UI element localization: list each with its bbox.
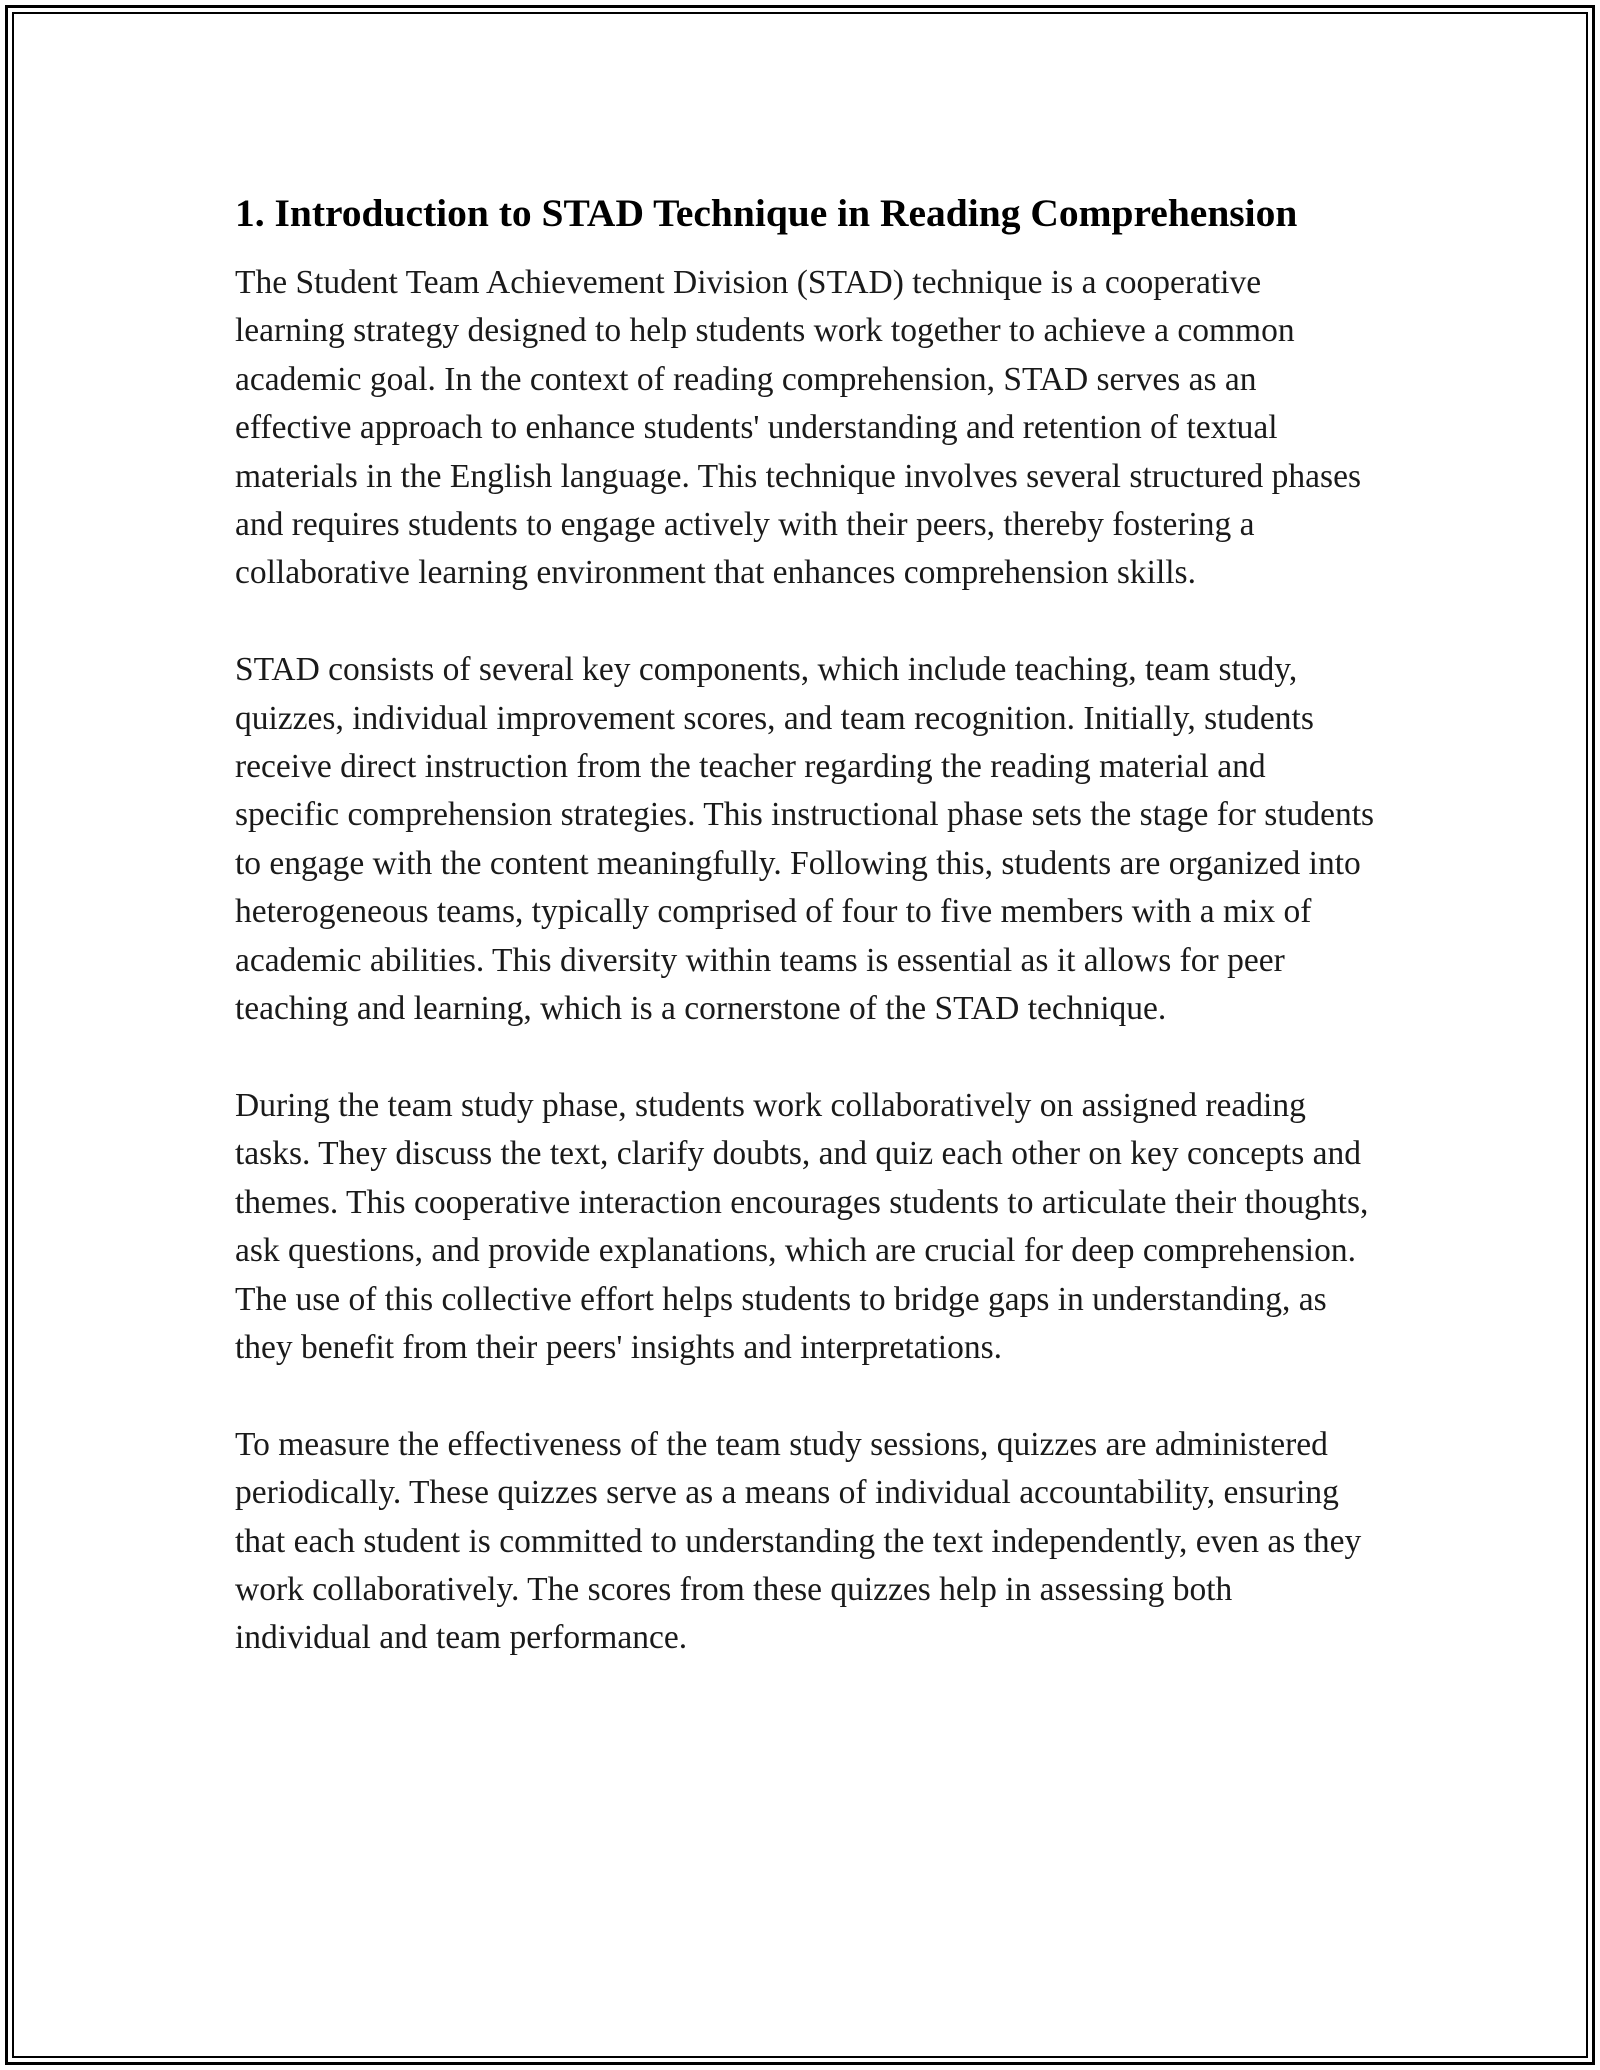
paragraph-1: The Student Team Achievement Division (STAD) technique is a cooperative learning strategy designed to help students work together to achieve a common academic goal. In the context of reading comprehension, STAD serves as an effective approach to enhance students' understanding and retention of textual materials in the English language. This technique involves several structured phases and requires students to engage actively with their peers, thereby fostering a collaborative learning environment that enhances comprehension skills. [235,264,1361,592]
section-heading: 1. Introduction to STAD Technique in Reading Comprehension [235,191,1298,235]
document-body [235,186,1375,1663]
paragraph-4: To measure the effectiveness of the team study sessions, quizzes are administered periodically. These quizzes serve as a means of individual accountability, ensuring that each student is committed to understanding the text independently, even as they work collaboratively. The scores from these quizzes help in assessing both individual and team performance. [235,1425,1362,1657]
paragraph-3: During the team study phase, students work collaboratively on assigned reading tasks. They discuss the text, clarify doubts, and quiz each other on key concepts and themes. This cooperative interaction encourages students to articulate their thoughts, ask questions, and provide explanations, which are crucial for deep comprehension. The use of this collective effort helps students to bridge gaps in understanding, as they benefit from their peers' insights and interpretations. [235,1086,1369,1366]
paragraph-2: STAD consists of several key components, which include teaching, team study, quizzes, individual improvement scores, and team recognition. Initially, students receive direct instruction from the teacher regarding the reading material and specific comprehension strategies. This instructional phase sets the stage for students to engage with the content meaningfully. Following this, students are organized into heterogeneous teams, typically comprised of four to five members with a mix of academic abilities. This diversity within teams is essential as it allows for peer teaching and learning, which is a cornerstone of the STAD technique. [235,651,1375,1028]
